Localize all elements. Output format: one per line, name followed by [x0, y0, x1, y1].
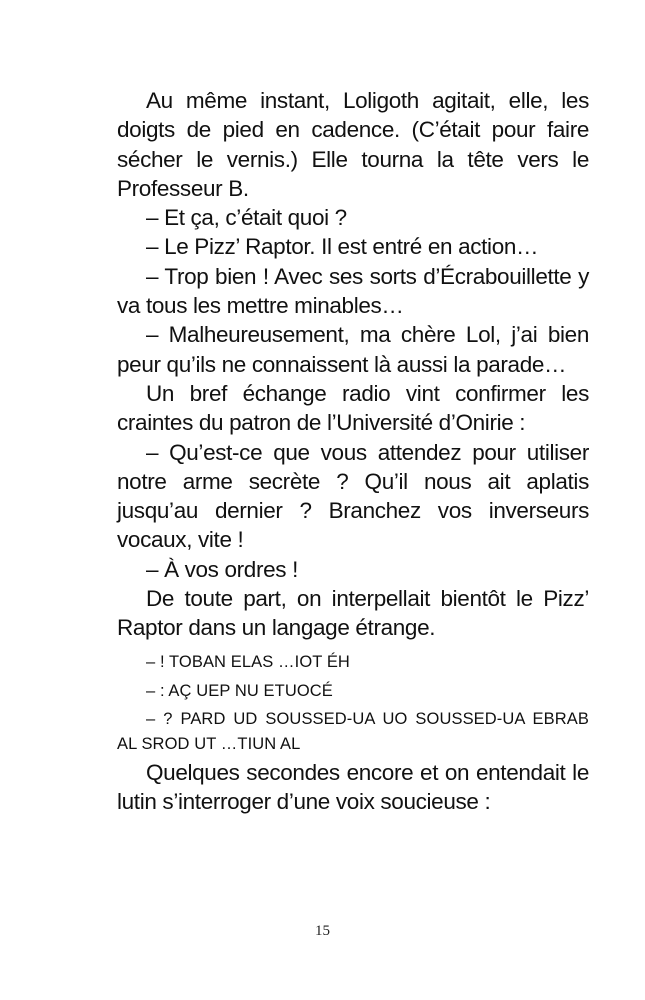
paragraph: Au même instant, Loligoth agitait, elle, les doigts de pied en cadence. (C’était pour faire sécher le vernis.) Elle tourna la tête vers le Professeur B.	[117, 88, 589, 201]
reversed-dialogue-line: – ! TOBAN ELAS …IOT ÉH	[146, 652, 350, 671]
dialogue-line: – Le Pizz’ Raptor. Il est entré en action…	[146, 234, 539, 260]
dialogue-line: – Trop bien ! Avec ses sorts d’Écrabouillette y va tous les mettre minables…	[117, 263, 589, 319]
dialogue-line: – À vos ordres !	[146, 556, 298, 582]
book-page-text	[117, 86, 589, 816]
dialogue-line: – Et ça, c’était quoi ?	[146, 205, 347, 231]
page-number: 15	[315, 923, 330, 939]
reversed-dialogue-line: – ? PARD UD SOUSSED-UA UO SOUSSED-UA EBRAB AL SROD UT …TIUN AL	[117, 709, 589, 754]
dialogue-line: – Malheureusement, ma chère Lol, j’ai bien peur qu’ils ne connaissent là aussi la parade…	[117, 322, 589, 377]
paragraph: Un bref échange radio vint confirmer les craintes du patron de l’Université d’Onirie :	[117, 380, 589, 436]
paragraph: Quelques secondes encore et on entendait le lutin s’interroger d’une voix soucieuse :	[117, 759, 589, 814]
dialogue-line: – Qu’est-ce que vous attendez pour utiliser notre arme secrète ? Qu’il nous ait aplatis jusqu’au dernier ? Branchez vos inverseurs vocaux, vite !	[117, 439, 589, 553]
reversed-dialogue-line: – : AÇ UEP NU ETUOCÉ	[146, 681, 333, 700]
paragraph: De toute part, on interpellait bientôt le Pizz’ Raptor dans un langage étrange.	[117, 586, 589, 641]
